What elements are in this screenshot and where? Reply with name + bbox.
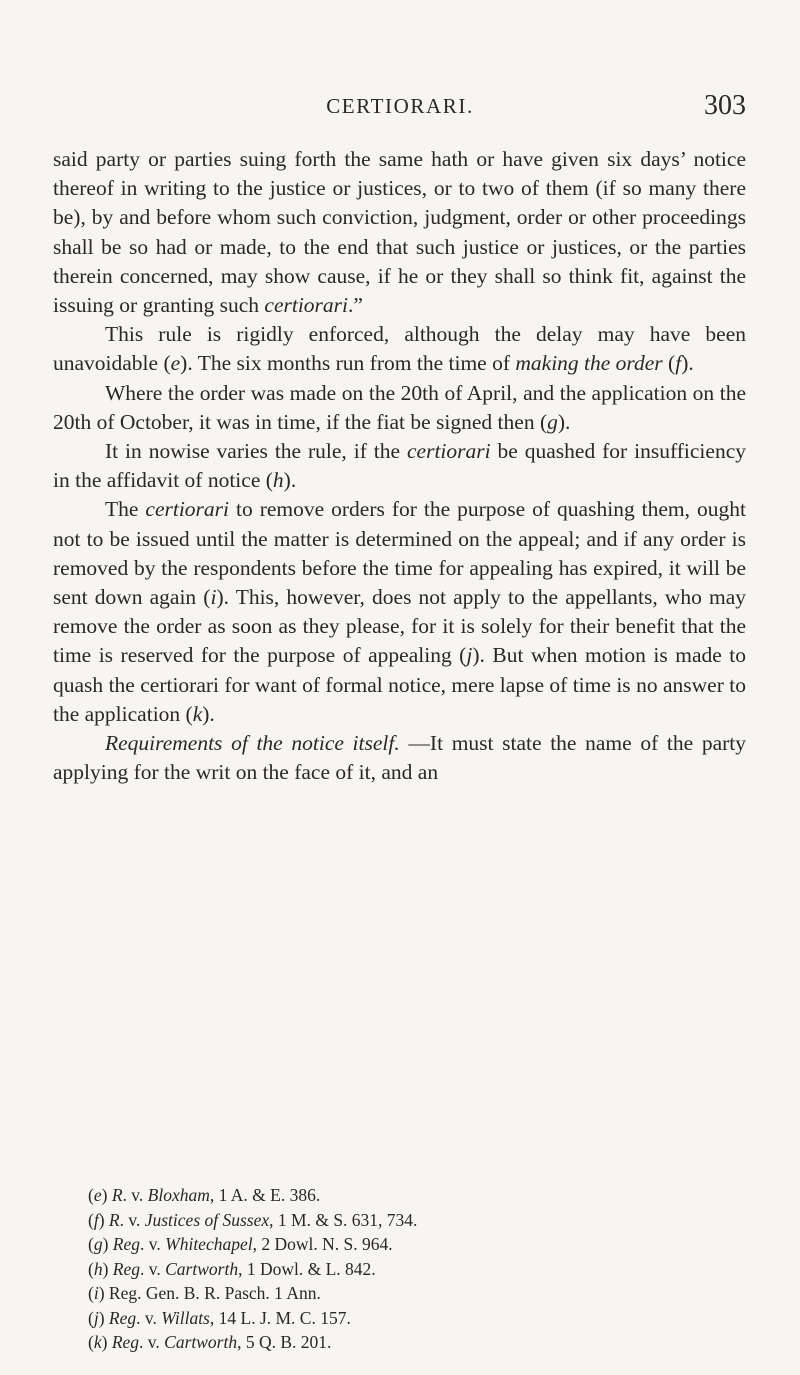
paragraph-text: —It must state the name of the party applying for the writ on the face of it, and an <box>53 731 747 785</box>
paragraph <box>53 379 746 437</box>
footnote-italic-text: R <box>111 1185 123 1205</box>
footnote-italic-text: Bloxham <box>147 1185 210 1205</box>
footnote <box>88 1208 748 1233</box>
footnote-text: . v. <box>139 1332 165 1352</box>
paragraph <box>53 437 746 495</box>
footnote-text: ( <box>88 1209 94 1230</box>
footnote-text: . v. <box>140 1258 166 1279</box>
paragraph-text: ). <box>283 468 297 493</box>
footnote-text: ) <box>101 1332 112 1352</box>
footnote-text: , 1 A. & E. 386. <box>209 1185 321 1205</box>
footnote <box>88 1306 748 1331</box>
footnote-text: ) <box>98 1209 109 1230</box>
running-head <box>0 90 800 124</box>
paragraph-text: ). The six months run from the time of <box>180 351 516 376</box>
footnote-italic-text: Whitechapel <box>165 1234 253 1254</box>
paragraph-italic-text: g <box>547 409 558 434</box>
paragraph <box>53 145 746 320</box>
footnote-text: . v. <box>136 1307 162 1328</box>
footnote-italic-text: Reg <box>111 1332 140 1352</box>
footnote-text: , 14 L. J. M. C. 157. <box>209 1307 351 1328</box>
paragraph-italic-text: h <box>272 468 284 493</box>
paragraph-italic-text: e <box>170 351 181 376</box>
footnote-italic-text: f <box>93 1209 99 1230</box>
paragraph-italic-text: Requirements of the notice itself. <box>105 731 400 756</box>
running-title: CERTIORARI. <box>326 94 474 118</box>
footnote <box>88 1257 748 1282</box>
paragraph-italic-text: i <box>210 585 217 610</box>
footnote-italic-text: Cartworth <box>164 1332 238 1352</box>
paragraph-text: Where the order was made on the 20th of April, and the application on the 20th of October, it was in time, if the fiat be signed then ( <box>53 380 746 434</box>
footnote-text: ) <box>101 1185 112 1205</box>
paragraph-text: The <box>105 497 146 522</box>
footnote-italic-text: j <box>93 1307 99 1328</box>
paragraph <box>53 495 746 729</box>
footnote-text: ) <box>102 1258 113 1279</box>
paragraph-text: ). <box>202 701 215 726</box>
footnote-italic-text: Justices of Sussex <box>144 1209 270 1230</box>
footnote-text: ( <box>88 1234 94 1254</box>
footnote-italic-text: i <box>93 1283 99 1303</box>
paragraph <box>53 729 746 787</box>
footnote-italic-text: Reg <box>112 1258 140 1279</box>
footnote-text: . v. <box>119 1209 145 1230</box>
paragraph-text: It in nowise varies the rule, if the <box>105 439 407 464</box>
paragraph-text: ). <box>557 409 571 434</box>
footnote-text: . v. <box>122 1185 148 1205</box>
paragraph-text: be quashed for insufficiency in the affidavit of notice ( <box>53 439 746 493</box>
footnote-text: ) <box>98 1307 109 1328</box>
footnote-text: , 5 Q. B. 201. <box>237 1332 332 1352</box>
footnote-text: ( <box>88 1283 94 1303</box>
paragraph-text: ). But when motion is made to quash the certiorari for want of formal notice, mere lapse of time is no answer to the application ( <box>53 643 747 726</box>
footnote-italic-text: h <box>93 1258 103 1279</box>
footnotes <box>88 1183 748 1355</box>
footnote-text: , 1 Dowl. & L. 842. <box>238 1258 376 1279</box>
footnote <box>88 1281 748 1306</box>
footnote-text: ( <box>88 1332 94 1352</box>
footnote-text: , 1 M. & S. 631, 734. <box>269 1209 418 1230</box>
footnote-italic-text: k <box>93 1332 102 1352</box>
page-number: 303 <box>704 90 746 121</box>
footnote-italic-text: Reg <box>112 1234 140 1254</box>
paragraph-italic-text: certiorari <box>145 497 230 522</box>
footnote-italic-text: g <box>93 1234 103 1254</box>
paragraph-text: .” <box>348 293 363 318</box>
footnote-italic-text: R <box>108 1209 120 1230</box>
paragraph-italic-text: certiorari <box>407 439 491 464</box>
paragraph-italic-text: certiorari <box>264 293 349 318</box>
footnote <box>88 1330 748 1355</box>
footnote-italic-text: Willats <box>161 1307 210 1328</box>
footnote-italic-text: Cartworth <box>165 1258 239 1279</box>
paragraph-text: to remove orders for the purpose of quashing them, ought not to be issued until the matter is determined on the appeal; and if any order is removed by the respondents before the time for appealing has expired, it will be sent down again ( <box>53 497 746 610</box>
footnote-italic-text: e <box>93 1185 102 1205</box>
paragraph-italic-text: making the order <box>515 351 663 376</box>
paragraph-italic-text: j <box>466 643 473 668</box>
body-text <box>53 145 746 787</box>
paragraph-italic-text: k <box>192 701 203 726</box>
footnote-text: . v. <box>140 1234 166 1254</box>
paragraph-text: ( <box>662 351 676 376</box>
footnote-text: , 2 Dowl. N. S. 964. <box>252 1234 393 1254</box>
paragraph <box>53 320 746 378</box>
footnote-text: ( <box>88 1185 94 1205</box>
footnote-italic-text: Reg <box>108 1307 137 1328</box>
paragraph-text: This rule is rigidly enforced, although the delay may have been unavoidable ( <box>53 322 746 376</box>
footnote-text: ( <box>88 1258 94 1279</box>
footnote-text: ) <box>102 1234 113 1254</box>
paragraph-italic-text: f <box>675 351 682 376</box>
paragraph-text: ). <box>681 351 694 376</box>
paragraph-text: ). This, however, does not apply to the appellants, who may remove the order as soon as they please, for it is solely for their benefit that the time is reserved for the purpose of appealing ( <box>53 585 746 668</box>
footnote-text: ) Reg. Gen. B. R. Pasch. 1 Ann. <box>98 1283 321 1303</box>
footnote <box>88 1232 748 1257</box>
paragraph-text: said party or parties suing forth the same hath or have given six days’ notice thereof in writing to the justice or justices, or to two of them (if so many there be), by and before whom such conviction, judgment, order or other proceedings shall be so had or made, to the end that such justice or justices, or the parties therein concerned, may show cause, if he or they shall so think fit, against the issuing or granting such <box>53 147 746 318</box>
footnote-text: ( <box>88 1307 94 1328</box>
footnote <box>88 1183 748 1208</box>
